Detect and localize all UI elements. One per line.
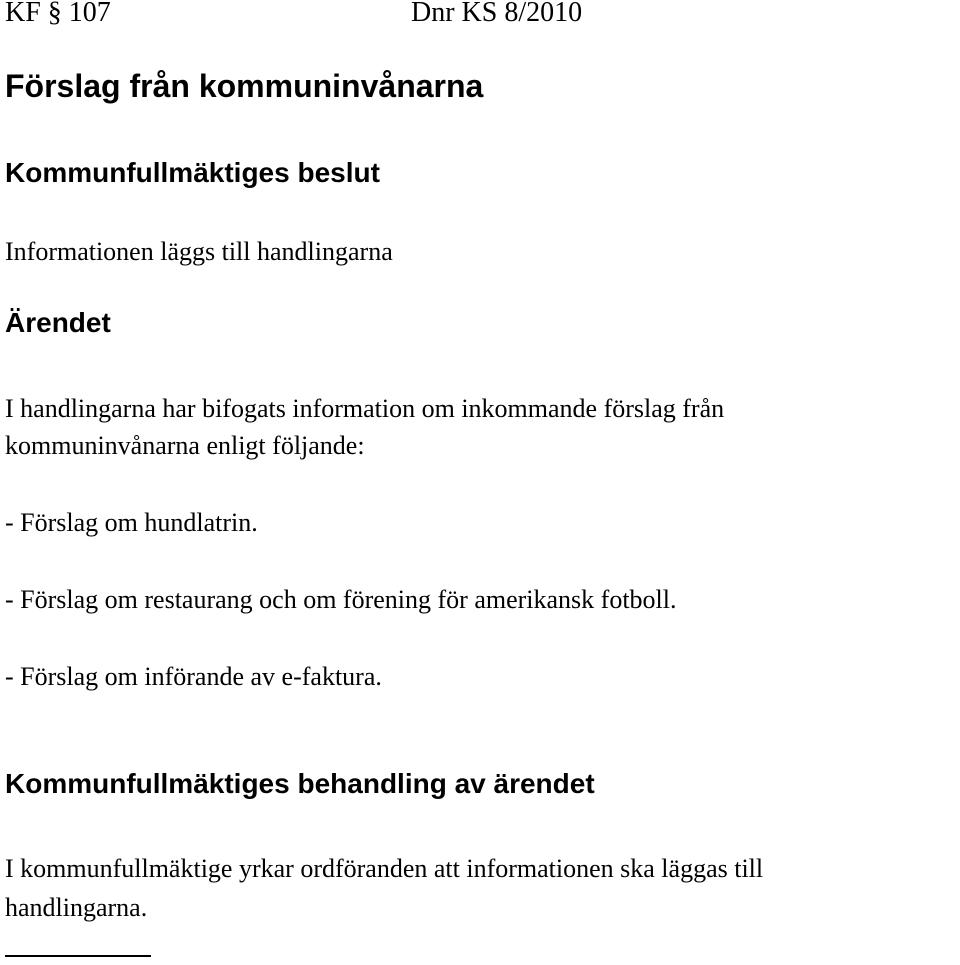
- list-item: - Förslag om restaurang och om förening för amerikansk fotboll.: [5, 585, 677, 614]
- behandling-heading: Kommunfullmäktiges behandling av ärendet: [5, 768, 595, 799]
- arendet-heading: Ärendet: [5, 307, 111, 338]
- document-title: Förslag från kommuninvånarna: [5, 68, 484, 104]
- paragraph-reference: KF § 107: [5, 0, 111, 28]
- case-number: Dnr KS 8/2010: [411, 0, 583, 28]
- behandling-text-line-1: I kommunfullmäktige yrkar ordföranden att informationen ska läggas till: [5, 854, 764, 883]
- behandling-text-line-2: handlingarna.: [5, 893, 148, 922]
- list-item: - Förslag om införande av e-faktura.: [5, 662, 382, 691]
- beslut-heading: Kommunfullmäktiges beslut: [5, 157, 380, 188]
- list-item: - Förslag om hundlatrin.: [5, 508, 258, 537]
- beslut-text: Informationen läggs till handlingarna: [5, 237, 393, 266]
- arendet-intro-line-2: kommuninvånarna enligt följande:: [5, 431, 365, 460]
- arendet-intro-line-1: I handlingarna har bifogats information om inkommande förslag från: [5, 394, 725, 423]
- signature-rule: [5, 955, 151, 957]
